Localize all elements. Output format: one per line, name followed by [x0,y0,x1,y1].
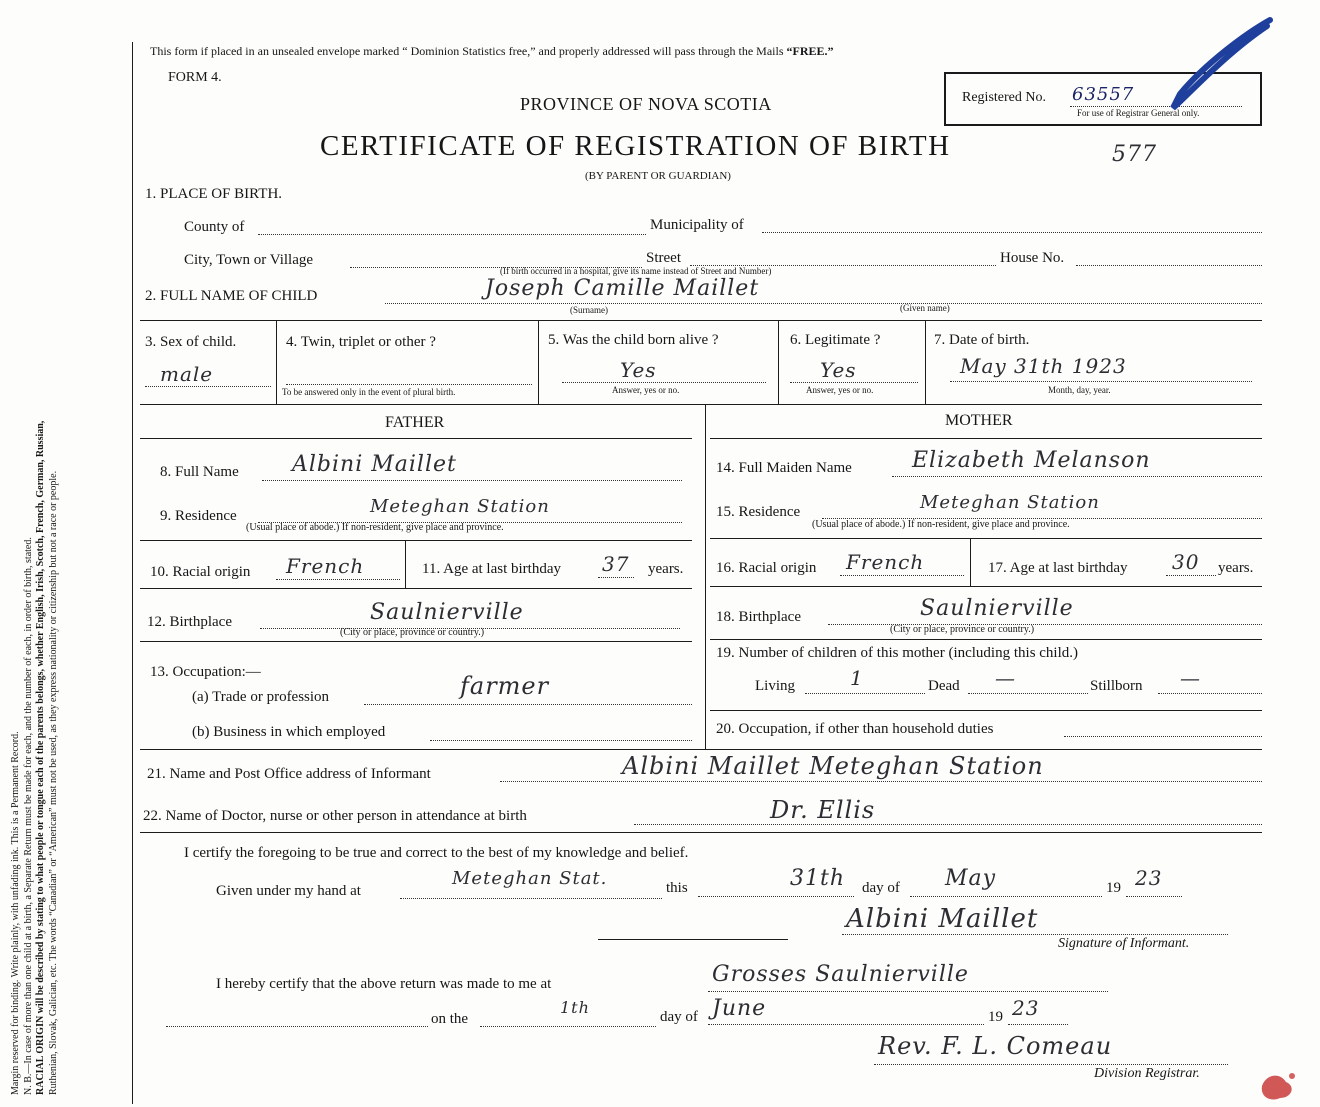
trade-value: farmer [460,672,550,700]
father-name-value: Albini Maillet [292,452,457,477]
sex-value: male [160,362,214,386]
father-age-value: 37 [602,552,630,576]
dob-value: May 31th 1923 [960,354,1127,378]
father-age-unit: years. [648,561,684,577]
margin-instructions [10,35,60,1095]
father-residence-label: 9. Residence [160,508,237,524]
occupation-label: 13. Occupation:— [150,664,261,680]
mother-origin-value: French [846,550,925,574]
alive-caption: Answer, yes or no. [612,385,680,395]
month-value: May [945,866,997,891]
postage-notice-free: “FREE.” [786,44,834,58]
alive-value: Yes [620,358,657,382]
margin-line-2: N. B.—In case of more than one child at a birth, a Separate Return must be made for each, and the number of each, in order of birth, stated. [22,537,34,1095]
trade-label: (a) Trade or profession [192,689,330,705]
given-under-label: Given under my hand at [216,883,361,899]
mother-origin-label: 16. Racial origin [716,560,817,576]
informant-signature: Albini Maillet [846,904,1039,934]
children-count-label: 19. Number of children of this mother (including this child.) [716,645,1079,661]
county-label: County of [184,219,245,235]
registrar-general-note: For use of Registrar General only. [1077,108,1200,118]
mother-birthplace-caption: (City or place, province or country.) [890,624,1035,635]
registrar-signature-caption: Division Registrar. [1094,1066,1200,1081]
margin-line-1: Margin reserved for binding. Write plainly, with unfading ink. This is a Permanent Record. [10,731,21,1095]
father-birthplace-caption: (City or place, province or country.) [340,627,485,638]
father-residence-value: Meteghan Station [370,496,550,517]
father-origin-label: 10. Racial origin [150,564,251,580]
postage-notice [150,44,834,59]
twin-label: 4. Twin, triplet or other ? [286,334,436,350]
mother-name-label: 14. Full Maiden Name [716,460,852,476]
father-origin-value: French [286,554,365,578]
child-name-value: Joseph Camille Maillet [485,276,760,301]
doctor-label: 22. Name of Doctor, nurse or other person in attendance at birth [143,808,527,824]
margin-line-3: RACIAL ORIGIN will be described by stating to what people or tongue each of the parents belongs, whether English, Irish, Scotch, French, German, Russian, [35,420,46,1095]
received-day-value: 1th [560,998,590,1017]
day-value: 31th [790,866,846,891]
father-residence-caption-b: If non-resident, give place and province. [341,522,504,533]
stillborn-value: — [1180,666,1201,690]
dead-value: — [995,666,1016,690]
certify-text: I certify the foregoing to be true and correct to the best of my knowledge and belief. [184,845,689,861]
informant-value: Albini Maillet Meteghan Station [622,752,1044,780]
child-name-label: 2. FULL NAME OF CHILD [145,288,318,304]
mother-residence-caption-b: If non-resident, give place and province. [907,519,1070,530]
year-prefix: 19 [1106,880,1121,896]
this-label: this [666,880,688,896]
city-label: City, Town or Village [184,252,314,268]
father-residence-caption-a: (Usual place of abode.) [246,522,340,533]
twin-note: To be answered only in the event of plural birth. [282,387,456,397]
given-name-caption: (Given name) [900,303,950,313]
mother-age-unit: years. [1218,560,1254,576]
mother-residence-caption-a: (Usual place of abode.) [812,519,906,530]
given-place-value: Meteghan Stat. [452,868,608,889]
received-place-value: Grosses Saulnierville [712,962,969,987]
sex-label: 3. Sex of child. [145,334,237,350]
living-label: Living [755,678,795,694]
municipality-label: Municipality of [650,217,744,233]
dob-label: 7. Date of birth. [934,332,1030,348]
father-name-label: 8. Full Name [160,464,239,480]
received-label: I hereby certify that the above return was made to me at [216,976,552,992]
page-subtitle: (BY PARENT OR GUARDIAN) [585,170,731,182]
surname-caption: (Surname) [570,305,608,315]
dob-caption: Month, day, year. [1048,385,1111,395]
received-year-prefix: 19 [988,1009,1003,1025]
province-heading: PROVINCE OF NOVA SCOTIA [520,94,772,114]
informant-signature-caption: Signature of Informant. [1058,936,1190,951]
mother-occupation-label: 20. Occupation, if other than household duties [716,721,994,737]
received-year-value: 23 [1012,996,1040,1020]
father-birthplace-value: Saulnierville [370,600,524,625]
registered-label: Registered No. [962,90,1046,105]
margin-line-4: Ruthenian, Slovak, Galician, etc. The words “Canadian” or “American” must not be used, as they express nationality or citizenship but not a race or people. [47,470,59,1095]
legitimate-value: Yes [820,358,857,382]
page-title: CERTIFICATE OF REGISTRATION OF BIRTH [320,130,951,162]
mother-age-value: 30 [1172,550,1200,574]
house-label: House No. [1000,250,1065,266]
street-label: Street [646,250,681,266]
blue-check-mark [1085,14,1275,118]
postage-notice-text: This form if placed in an unsealed envelope marked “ Dominion Statistics free,” and properly addressed will pass through the Mails [150,44,784,58]
on-the-label: on the [431,1011,469,1027]
mother-heading: MOTHER [945,412,1013,429]
day-of-label: day of [862,880,900,896]
living-value: 1 [850,666,864,690]
form-left-border [132,42,133,1104]
place-of-birth-label: 1. PLACE OF BIRTH. [145,186,283,202]
legitimate-label: 6. Legitimate ? [790,332,881,348]
hospital-note: (If birth occurred in a hospital, give its name instead of Street and Number) [500,266,772,276]
corner-number: 577 [1112,142,1157,167]
received-day-of-label: day of [660,1009,698,1025]
form-number: FORM 4. [168,70,222,85]
mother-residence-label: 15. Residence [716,504,801,520]
mother-age-label: 17. Age at last birthday [988,560,1128,576]
father-birthplace-label: 12. Birthplace [147,614,232,630]
received-month-value: June [712,996,767,1021]
red-ink-stain [1252,1066,1302,1106]
legitimate-caption: Answer, yes or no. [806,385,874,395]
mother-residence-value: Meteghan Station [920,492,1100,513]
business-label: (b) Business in which employed [192,724,386,740]
father-age-label: 11. Age at last birthday [422,561,561,577]
registered-number: 63557 [1072,84,1135,105]
mother-birthplace-value: Saulnierville [920,596,1074,621]
informant-label: 21. Name and Post Office address of Informant [147,766,431,782]
father-residence-caption [246,522,504,533]
dead-label: Dead [928,678,960,694]
father-heading: FATHER [385,414,445,431]
registrar-signature: Rev. F. L. Comeau [878,1032,1113,1060]
year-value: 23 [1135,866,1163,890]
stillborn-label: Stillborn [1090,678,1143,694]
doctor-value: Dr. Ellis [770,796,876,824]
mother-residence-caption [812,519,1070,530]
mother-name-value: Elizabeth Melanson [912,448,1151,473]
alive-label: 5. Was the child born alive ? [548,332,719,348]
mother-birthplace-label: 18. Birthplace [716,609,801,625]
